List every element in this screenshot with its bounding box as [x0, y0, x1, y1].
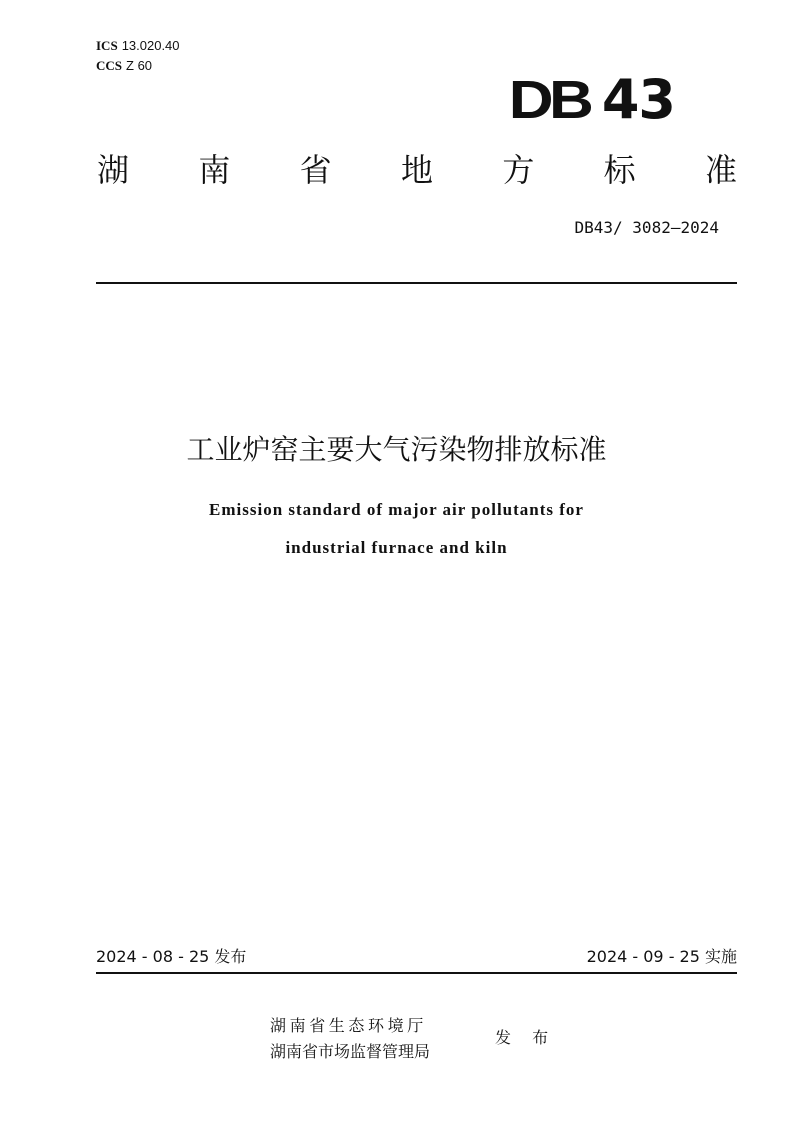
standard-type-char: 标 [603, 151, 636, 189]
standard-type-char: 南 [198, 151, 231, 189]
issuer-market-supervision: 湖南省市场监督管理局 [270, 1042, 431, 1061]
standard-number: DB43/ 3082—2024 [574, 218, 719, 237]
ics-label: ICS [96, 38, 118, 53]
implement-date: 2024 - 09 - 25 实施 [586, 947, 737, 966]
standard-type-heading [97, 148, 737, 192]
logo-db: DB [508, 70, 590, 130]
issuing-authorities [270, 1013, 430, 1065]
document-title-zh: 工业炉窑主要大气污染物排放标准 [186, 433, 607, 466]
ics-code: 13.020.40 [121, 38, 180, 53]
ccs-code: Z 60 [126, 58, 153, 73]
publish-label: 发 布 [495, 1028, 557, 1047]
bottom-divider [96, 972, 737, 974]
document-title-en-line2: industrial furnace and kiln [285, 538, 508, 557]
standard-type-char: 湖 [97, 151, 130, 189]
document-title-en-line1: Emission standard of major air pollutants for [209, 500, 584, 519]
issuer-ecology-environment: 湖南省生态环境厅 [270, 1016, 427, 1035]
ccs-line [96, 56, 180, 76]
classification-codes [96, 36, 180, 76]
standard-type-char: 地 [400, 151, 433, 189]
db43-logo [508, 68, 675, 131]
ics-line [96, 36, 180, 56]
top-divider [96, 282, 737, 284]
logo-number: 43 [601, 68, 675, 131]
standard-type-char: 省 [299, 151, 332, 189]
standard-type-char: 方 [502, 151, 535, 189]
issue-date: 2024 - 08 - 25 发布 [96, 947, 247, 966]
standard-type-char: 准 [704, 151, 737, 189]
ccs-label: CCS [96, 58, 123, 73]
